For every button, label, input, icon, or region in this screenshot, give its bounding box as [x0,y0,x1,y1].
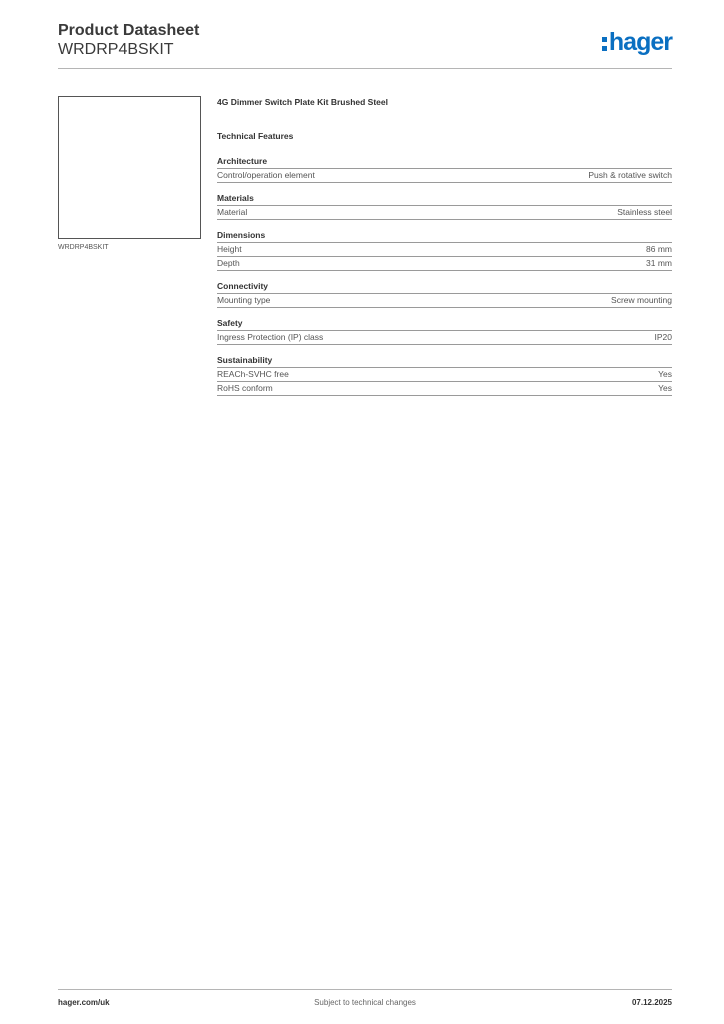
feature-value: Screw mounting [611,295,672,305]
product-image-caption: WRDRP4BSKIT [58,244,109,251]
feature-value: Stainless steel [617,207,672,217]
feature-section [217,230,672,271]
feature-value: Yes [658,369,672,379]
feature-label: Depth [217,258,240,268]
product-code: WRDRP4BSKIT [58,41,174,58]
feature-value: IP20 [654,332,672,342]
feature-row [217,294,672,308]
feature-label: RoHS conform [217,383,273,393]
product-details [217,96,672,396]
logo-dots-icon [602,33,607,51]
product-image-placeholder [58,96,201,239]
section-title: Materials [217,193,672,206]
feature-section [217,193,672,220]
header-divider [58,68,672,69]
feature-sections [217,156,672,396]
footer-divider [58,989,672,990]
footer-website: hager.com/uk [58,998,110,1007]
section-title: Architecture [217,156,672,169]
feature-label: Mounting type [217,295,271,305]
features-heading: Technical Features [217,131,294,141]
feature-row [217,331,672,345]
feature-row [217,206,672,220]
section-title: Sustainability [217,355,672,368]
feature-section [217,156,672,183]
section-title: Safety [217,318,672,331]
feature-value: 31 mm [646,258,672,268]
feature-row [217,382,672,396]
feature-section [217,355,672,396]
feature-section [217,281,672,308]
feature-label: Control/operation element [217,170,315,180]
document-header [58,22,199,59]
footer-notice: Subject to technical changes [314,998,416,1007]
feature-row [217,169,672,183]
footer-date: 07.12.2025 [631,998,672,1007]
feature-value: Yes [658,383,672,393]
document-title: Product Datasheet [58,22,200,39]
feature-label: Height [217,244,242,254]
section-title: Dimensions [217,230,672,243]
hager-logo [602,28,672,56]
feature-section [217,318,672,345]
feature-value: Push & rotative switch [588,170,672,180]
section-title: Connectivity [217,281,672,294]
feature-label: Material [217,207,248,217]
feature-row [217,243,672,257]
logo-text: hager [608,28,672,56]
feature-label: Ingress Protection (IP) class [217,332,324,342]
feature-label: REACh-SVHC free [217,369,289,379]
product-name: 4G Dimmer Switch Plate Kit Brushed Steel [217,97,388,107]
feature-row [217,368,672,382]
feature-value: 86 mm [646,244,672,254]
feature-row [217,257,672,271]
